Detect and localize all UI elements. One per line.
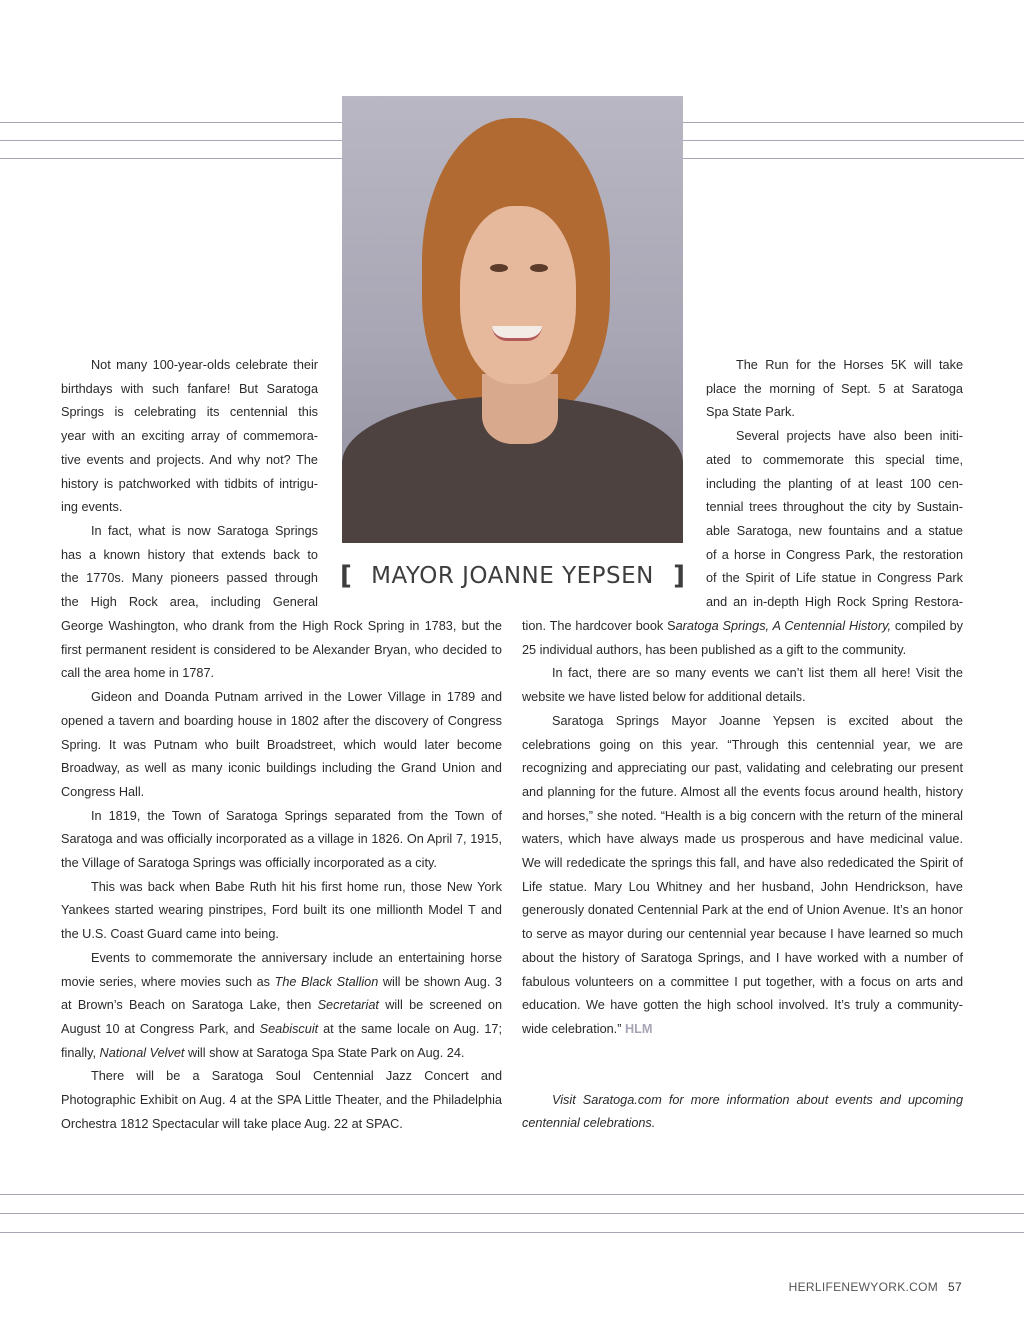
page-number: 57 [948,1280,962,1294]
text-line: able Saratoga, new fountains and a statue [706,523,963,538]
bottom-rule-2 [0,1213,1024,1214]
right-body-column [522,615,963,1136]
left-paragraph-1: George Washington, who drank from the High Rock Spring in 1783, but the first permanent resident is considered to be Alexander Bryan, who decided to call the area home in 1787. [61,619,502,681]
movie-title: The Black Stallion [274,974,379,989]
text-line: tive events and projects. And why not? The [61,452,318,467]
bottom-rule-3 [0,1232,1024,1233]
text-line: including the planting of at least 100 cen- [706,476,963,491]
left-paragraph-5: Events to commemorate the anniversary include an entertaining horse movie series, where movies such as The Black Stallion will be shown Aug. 3 at Brown’s Beach on Saratoga Lake, then Secretariat will be screened on August 10 at Congress Park, and Seabiscuit at the same locale on Aug. 17; finally, National Velvet will show at Saratoga Spa State Park on Aug. 24. [61,950,502,1060]
text-line: tennial trees throughout the city by Sustain- [706,500,963,515]
page-footer [789,1280,962,1294]
text-line: the 1770s. Many pioneers passed through [61,571,318,586]
text-line: The Run for the Horses 5K will take [736,358,963,372]
text-line: Not many 100-year-olds celebrate their [91,358,318,372]
movie-title: National Velvet [99,1045,185,1060]
movie-title: Seabiscuit [259,1021,319,1036]
text-line: In fact, what is now Saratoga Springs [91,523,318,538]
text-line: ing events. [61,500,123,515]
text-line: of the Spirit of Life statue in Congress Park [706,571,963,586]
text-line: year with an exciting array of commemora- [61,429,318,444]
text-line: of a horse in Congress Park, the restoration [706,547,963,562]
left-paragraph-3: In 1819, the Town of Saratoga Springs separated from the Town of Saratoga and was officially incorporated as a village in 1826. On April 7, 1915, the Village of Saratoga Springs was officially incorporated as a city. [61,808,502,871]
right-paragraph-1: tion. The hardcover book Saratoga Springs, A Centennial History, compiled by 25 individual authors, has been published as a gift to the community. [522,619,964,657]
text-line: Several projects have also been initi- [736,429,963,444]
text-line: Spa State Park. [706,405,795,420]
book-title: aratoga Springs, A Centennial History, [675,619,892,633]
right-top-column [706,354,963,615]
left-paragraph-2: Gideon and Doanda Putnam arrived in the Lower Village in 1789 and opened a tavern and boarding house in 1802 after the discovery of Congress Spring. It was Putnam who built Broadstreet, which would later become Broadway, as well as many iconic buildings including the Grand Union and Congress Hall. [61,690,502,799]
mayor-portrait-photo [342,96,683,543]
left-paragraph-4: This was back when Babe Ruth hit his first home run, those New York Yankees started wearing pinstripes, Ford built its one millionth Model T and the U.S. Coast Guard came into being. [61,879,502,942]
text-line: birthdays with such fanfare! But Saratoga [61,381,318,396]
text-line: ated to commemorate this special time, [706,452,963,467]
caption-text: MAYOR JOANNE YEPSEN [371,563,654,589]
text-line: Springs is celebrating its centennial this [61,405,318,420]
left-body-column [61,615,502,1136]
right-paragraph-3: Saratoga Springs Mayor Joanne Yepsen is excited about the celebrations going on this year. “Through this centennial year, we are recognizing and appreciating our past, validating and celebrating our present and planning for the future. Almost all the events focus around health, history and horses,” she noted. “Health is a big concern with the return of the mineral waters, which have always made us prosperous and have medicinal value. We will rededicate the springs this fall, and have also rededicated the Spirit of Life statue. Mary Lou Whitney and her husband, John Hendrickson, have generously donated Centennial Park at the end of Union Avenue. It’s an honor to serve as mayor during our centennial year because I have learned so much about the history of Saratoga Springs, and I have worked with a number of fabulous volunteers on a committee I put together, with a focus on arts and education. We have gotten the high school involved. It’s truly a community-wide celebration.” HLM [522,713,963,1036]
caption-bracket-right: ] [673,561,685,591]
movie-title: Secretariat [317,998,379,1013]
photo-caption [340,560,685,592]
text-line: place the morning of Sept. 5 at Saratoga [706,381,963,396]
text-line: and an in-depth High Rock Spring Restora- [706,595,963,610]
right-paragraph-2: In fact, there are so many events we can’t list them all here! Visit the website we have listed below for additional details. [522,666,963,705]
footer-site: HERLIFENEWYORK.COM [788,1280,939,1294]
bottom-rule-1 [0,1194,1024,1195]
left-paragraph-6: There will be a Saratoga Soul Centennial Jazz Concert and Photographic Exhibit on Aug. 4 at the SPA Little Theater, and the Philadelphia Orchestra 1812 Spectacular will take place Aug. 22 at SPAC. [61,1069,502,1131]
website-note: Visit Saratoga.com for more information about events and upcoming centennial celebrations. [522,1092,963,1131]
text-line: the High Rock area, including General [61,595,318,610]
left-top-column [61,354,318,615]
text-line: has a known history that extends back to [61,547,318,562]
text-line: history is patchworked with tidbits of intrigu- [61,476,318,491]
hlm-signoff-mark: HLM [624,1021,653,1036]
caption-bracket-left: [ [340,561,352,591]
